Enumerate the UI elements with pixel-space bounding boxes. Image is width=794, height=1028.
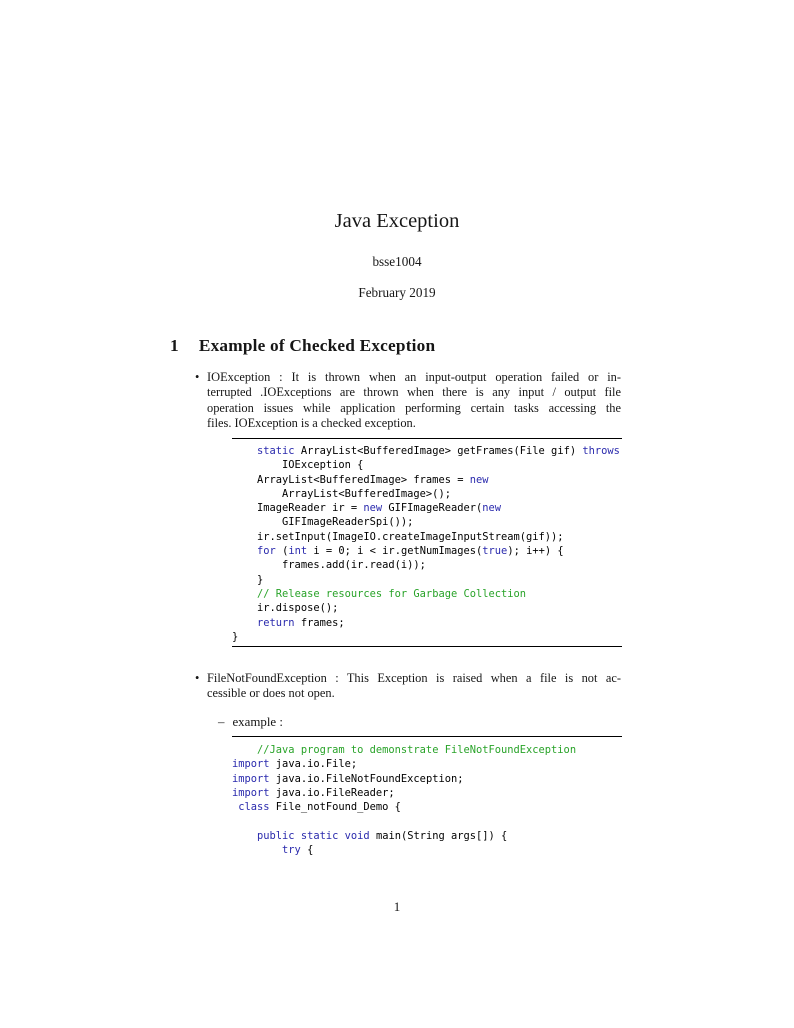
code-text: {	[300, 844, 314, 857]
code-text: IOException {	[232, 459, 364, 472]
code-text	[232, 744, 257, 756]
code-line	[232, 444, 622, 458]
section-heading	[170, 336, 435, 356]
code-text: java.io.File;	[269, 758, 358, 771]
code-text: File_notFound_Demo {	[269, 801, 401, 814]
code-text: ArrayList<BufferedImage> getFrames(File gif)	[294, 445, 583, 457]
code-text	[232, 545, 257, 557]
code-line	[232, 829, 622, 843]
code-text	[232, 588, 257, 600]
code-line	[232, 530, 622, 544]
code-keyword: public	[257, 829, 295, 842]
bullet-item-filenotfound	[195, 671, 621, 702]
code-text: ir.dispose();	[232, 602, 339, 615]
code-keyword: new	[363, 502, 383, 515]
code-line	[232, 587, 622, 601]
code-line	[232, 800, 622, 814]
sub-item-label: example :	[232, 715, 283, 729]
code-text: }	[232, 630, 239, 643]
code-text: GIFImageReaderSpi());	[232, 516, 414, 529]
bullet-text-filenotfound	[207, 671, 621, 702]
section-number: 1	[170, 336, 179, 355]
code-keyword: static	[257, 445, 295, 457]
code-comment: //Java program to demonstrate FileNotFoundException	[257, 744, 577, 756]
bullet-text-ioexception	[207, 370, 621, 432]
code-line	[232, 772, 622, 786]
bullet-item-ioexception	[195, 370, 621, 432]
page-number: 1	[393, 899, 401, 914]
code-text: GIFImageReader(	[382, 502, 483, 515]
text-line: FileNotFoundException : This Exception is raised when a file is not ac-	[207, 671, 621, 685]
code-listing-getframes	[232, 438, 622, 647]
sub-item-example	[218, 715, 283, 730]
code-line	[232, 473, 622, 487]
code-text: ImageReader ir =	[232, 502, 364, 515]
section-title: Example of Checked Exception	[198, 336, 436, 355]
code-line	[232, 544, 622, 558]
code-text: main(String args[]) {	[369, 829, 508, 842]
code-text: java.io.FileNotFoundException;	[269, 772, 464, 785]
code-keyword: for	[257, 545, 276, 558]
code-keyword: static	[300, 829, 339, 842]
code-text	[232, 617, 257, 629]
code-keyword: new	[469, 473, 489, 486]
code-keyword: throws	[582, 445, 620, 457]
code-line	[232, 616, 622, 630]
code-line	[232, 786, 622, 800]
sub-item-marker: –	[218, 715, 225, 729]
code-line	[232, 630, 622, 644]
code-keyword: import	[232, 772, 270, 785]
code-keyword: import	[232, 758, 270, 771]
code-text: (	[275, 545, 289, 558]
code-text: ArrayList<BufferedImage>();	[232, 487, 451, 500]
code-text	[232, 445, 257, 457]
code-text: frames;	[294, 616, 345, 629]
code-text: i = 0; i < ir.getNumImages(	[307, 545, 483, 558]
text-line: files. IOException is a checked exception.	[207, 416, 416, 431]
text-line: IOException : It is thrown when an input-output operation failed or in-	[207, 370, 621, 384]
code-line	[232, 501, 622, 515]
code-keyword: return	[257, 616, 295, 629]
code-text: ); i++) {	[507, 545, 564, 558]
code-keyword: new	[482, 502, 502, 515]
code-line	[232, 601, 622, 615]
text-line: operation issues while application performing certain tasks accessing the	[207, 400, 621, 415]
document-title: Java Exception	[334, 210, 460, 232]
code-keyword: import	[232, 786, 270, 799]
code-text	[232, 844, 282, 856]
code-line	[232, 515, 622, 529]
code-listing-filenotfound	[232, 736, 622, 857]
code-line	[232, 573, 622, 587]
code-line	[232, 558, 622, 572]
code-text: }	[232, 573, 264, 586]
code-keyword: class	[238, 801, 270, 814]
code-line	[232, 814, 622, 828]
code-text: ArrayList<BufferedImage> frames =	[232, 473, 470, 486]
code-keyword: try	[282, 844, 301, 857]
code-text: ir.setInput(ImageIO.createImageInputStream(gif));	[232, 530, 564, 543]
code-line	[232, 743, 622, 757]
code-text: java.io.FileReader;	[269, 786, 395, 799]
bullet-icon: •	[195, 370, 200, 384]
code-line	[232, 487, 622, 501]
document-date: February 2019	[358, 285, 436, 300]
code-keyword: true	[482, 545, 508, 558]
code-line	[232, 843, 622, 857]
text-line: cessible or does not open.	[207, 686, 335, 701]
code-line	[232, 757, 622, 771]
code-text	[232, 830, 257, 842]
document-author: bsse1004	[372, 254, 422, 269]
code-text: frames.add(ir.read(i));	[232, 559, 426, 572]
text-line: terrupted .IOExceptions are thrown when there is any input / output file	[207, 385, 621, 400]
bullet-icon: •	[195, 671, 200, 685]
code-keyword: int	[288, 545, 308, 558]
code-line	[232, 458, 622, 472]
code-keyword: void	[344, 829, 370, 842]
code-comment: // Release resources for Garbage Collection	[257, 587, 527, 600]
